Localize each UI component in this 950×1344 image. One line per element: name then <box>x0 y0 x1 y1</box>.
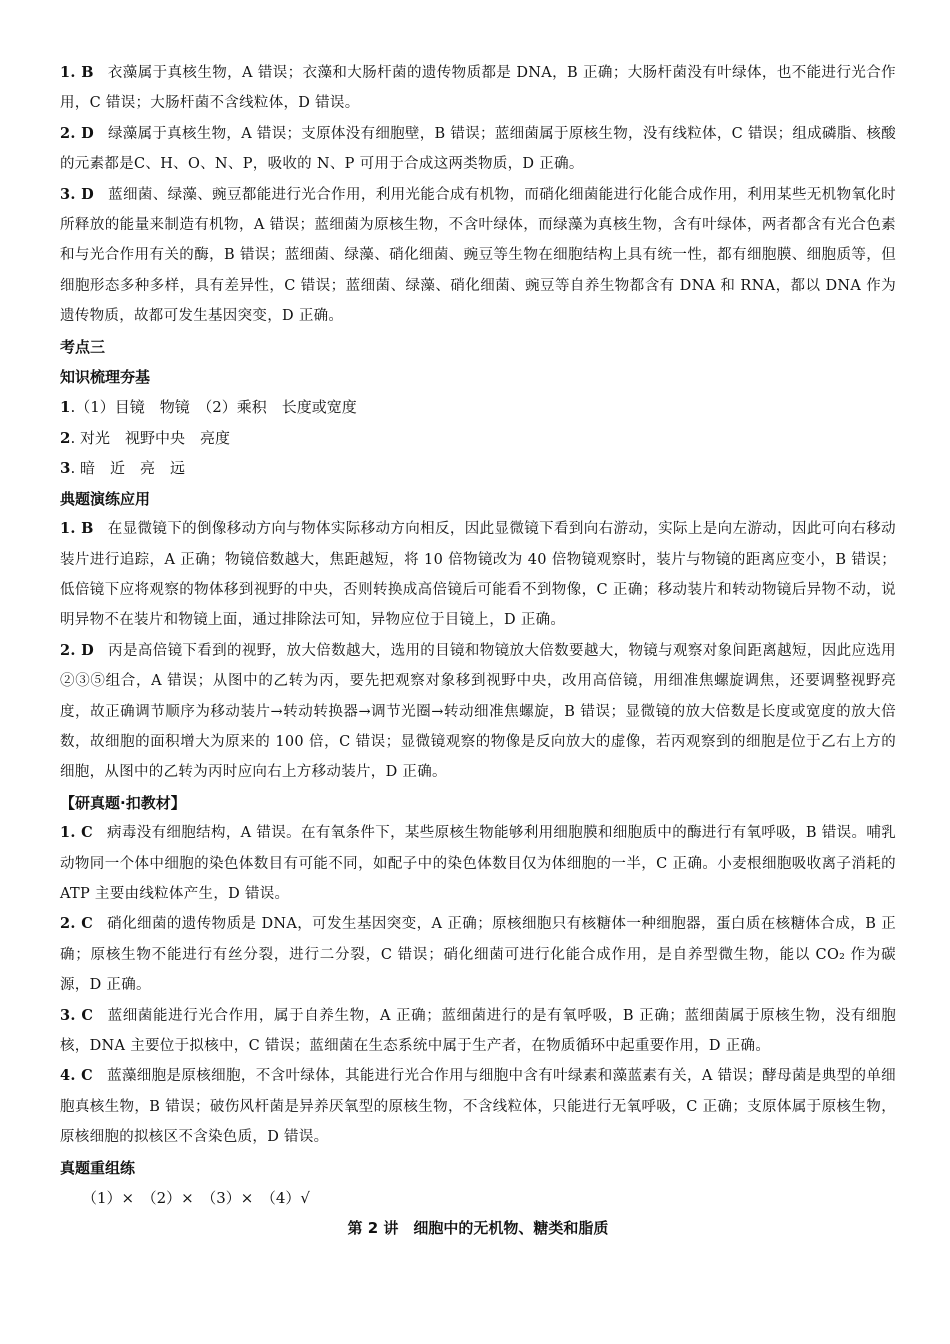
answer-explanation: 绿藻属于真核生物，A 错误；支原体没有细胞壁，B 错误；蓝细菌属于原核生物，没有线粒体，C 错误；组成磷脂、核酸的元素都是C、H、O、N、P，吸收的 N、P 可用于合成这两类物质，D 正确。 <box>60 125 896 173</box>
knowledge-number: 1 <box>60 398 71 417</box>
answer-item <box>60 818 896 909</box>
section-heading-dianti: 典题演练应用 <box>60 489 151 508</box>
knowledge-line <box>60 392 896 422</box>
section-title-kaodian: 考点三 <box>60 337 106 356</box>
chapter-title: 第 2 讲 细胞中的无机物、糖类和脂质 <box>347 1219 609 1238</box>
answer-explanation: 丙是高倍镜下看到的视野，放大倍数越大，选用的目镜和物镜放大倍数要越大，物镜与观察对象间距离越短，因此应选用②③⑤组合，A 错误；从图中的乙转为丙，要先把观察对象移到视野中央，改用高倍镜，用细准焦螺旋调焦，还要调整视野亮度，故正确调节顺序为移动装片→转动转换器→调节光圈→转动细准焦螺旋，B 错误；显微镜的放大倍数是长度或宽度的放大倍数，故细胞的面积增大为原来的 100 倍，C 错误；显微镜观察的物像是反向放大的虚像，若丙观察到的细胞是位于乙右上方的细胞，从图中的乙转为丙时应向右上方移动装片，D 正确。 <box>60 642 896 781</box>
answer-item <box>60 1001 896 1062</box>
answer-item <box>60 119 896 180</box>
section-heading-yanzhenti: 【研真题·扣教材】 <box>60 793 186 812</box>
answer-number: 2. D <box>60 641 95 659</box>
answer-number: 4. C <box>60 1067 93 1085</box>
knowledge-line <box>60 453 896 483</box>
answer-item <box>60 180 896 332</box>
answer-explanation: 衣藻属于真核生物，A 错误；衣藻和大肠杆菌的遗传物质都是 DNA，B 正确；大肠杆菌没有叶绿体，也不能进行光合作用，C 错误；大肠杆菌不含线粒体，D 错误。 <box>60 65 896 112</box>
answer-number: 1. B <box>60 520 94 538</box>
answer-item <box>60 58 896 119</box>
answer-explanation: 病毒没有细胞结构，A 错误。在有氧条件下，某些原核生物能够利用细胞膜和细胞质中的酶进行有氧呼吸，B 错误。哺乳动物同一个体中细胞的染色体数目有可能不同，如配子中的染色体数目仅为体细胞的一半，C 正确。小麦根细胞吸收离子消耗的 ATP 主要由线粒体产生，D 错误。 <box>60 825 896 902</box>
section-a <box>60 58 896 332</box>
knowledge-number: 2 <box>60 428 71 447</box>
true-false-answers: （1）× （2）× （3）× （4）√ <box>82 1189 310 1208</box>
section-heading-zhishi: 知识梳理夯基 <box>60 368 151 387</box>
answer-item <box>60 514 896 636</box>
answer-number: 1. C <box>60 824 93 842</box>
answer-explanation: 在显微镜下的倒像移动方向与物体实际移动方向相反，因此显微镜下看到向右游动，实际上是向左游动，因此可向右移动装片进行追踪，A 正确；物镜倍数越大，焦距越短，将 10 倍物镜改为 40 倍物镜观察时，装片与物镜的距离应变小，B 错误；低倍镜下应将观察的物体移到视野的中央，否则转换成高倍镜后可能看不到物像，C 正确；移动装片和转动物镜后异物不动，说明异物不在装片和物镜上面，通过排除法可知，异物应位于目镜上，D 正确。 <box>60 521 896 629</box>
answer-number: 2. D <box>60 124 94 142</box>
knowledge-line <box>60 423 896 453</box>
knowledge-number: 3 <box>60 459 71 478</box>
answer-explanation: 蓝细菌能进行光合作用，属于自养生物，A 正确；蓝细菌进行的是有氧呼吸，B 正确；蓝细菌属于原核生物，没有细胞核，DNA 主要位于拟核中，C 错误；蓝细菌在生态系统中属于生产者，在物质循环中起重要作用，D 正确。 <box>60 1007 896 1054</box>
answer-item <box>60 1061 896 1152</box>
answer-number: 2. C <box>60 915 94 933</box>
answer-number: 3. D <box>60 185 95 203</box>
answer-number: 3. C <box>60 1006 94 1024</box>
answer-explanation: 蓝藻细胞是原核细胞，不含叶绿体，其能进行光合作用与细胞中含有叶绿素和藻蓝素有关，A 错误；酵母菌是典型的单细胞真核生物，B 错误；破伤风杆菌是异养厌氧型的原核生物，不含线粒体，只能进行无氧呼吸，C 正确；支原体属于原核生物，原核细胞的拟核区不含染色质，D 错误。 <box>60 1068 896 1146</box>
answer-item <box>60 636 896 788</box>
answer-explanation: 硝化细菌的遗传物质是 DNA，可发生基因突变，A 正确；原核细胞只有核糖体一种细胞器，蛋白质在核糖体合成，B 正确；原核生物不能进行有丝分裂，进行二分裂，C 错误；硝化细菌可进行化能合成作用，是自养型微生物，能以 CO₂ 作为碳源，D 正确。 <box>60 916 896 994</box>
knowledge-text: .（1）目镜 物镜 （2）乘积 长度或宽度 <box>70 398 357 417</box>
answer-number: 1. B <box>60 64 94 81</box>
answer-page <box>60 58 896 1244</box>
answer-explanation: 蓝细菌、绿藻、豌豆都能进行光合作用，利用光能合成有机物，而硝化细菌能进行化能合成作用，利用某些无机物氧化时所释放的能量来制造有机物，A 错误；蓝细菌为原核生物，不含叶绿体，而绿藻为真核生物，含有叶绿体，两者都含有光合色素和与光合作用有关的酶，B 错误；蓝细菌、绿藻、硝化细菌、豌豆等生物在细胞结构上具有统一性，都有细胞膜、细胞质等，但细胞形态多种多样，具有差异性，C 错误；蓝细菌、绿藻、硝化细菌、豌豆等自养生物都含有 DNA 和 RNA，都以 DNA 作为遗传物质，故都可发生基因突变，D 正确。 <box>60 186 896 325</box>
answer-item <box>60 909 896 1000</box>
section-heading-chongzu: 真题重组练 <box>60 1158 136 1177</box>
knowledge-text: . 对光 视野中央 亮度 <box>70 428 230 447</box>
knowledge-text: . 暗 近 亮 远 <box>70 459 185 478</box>
